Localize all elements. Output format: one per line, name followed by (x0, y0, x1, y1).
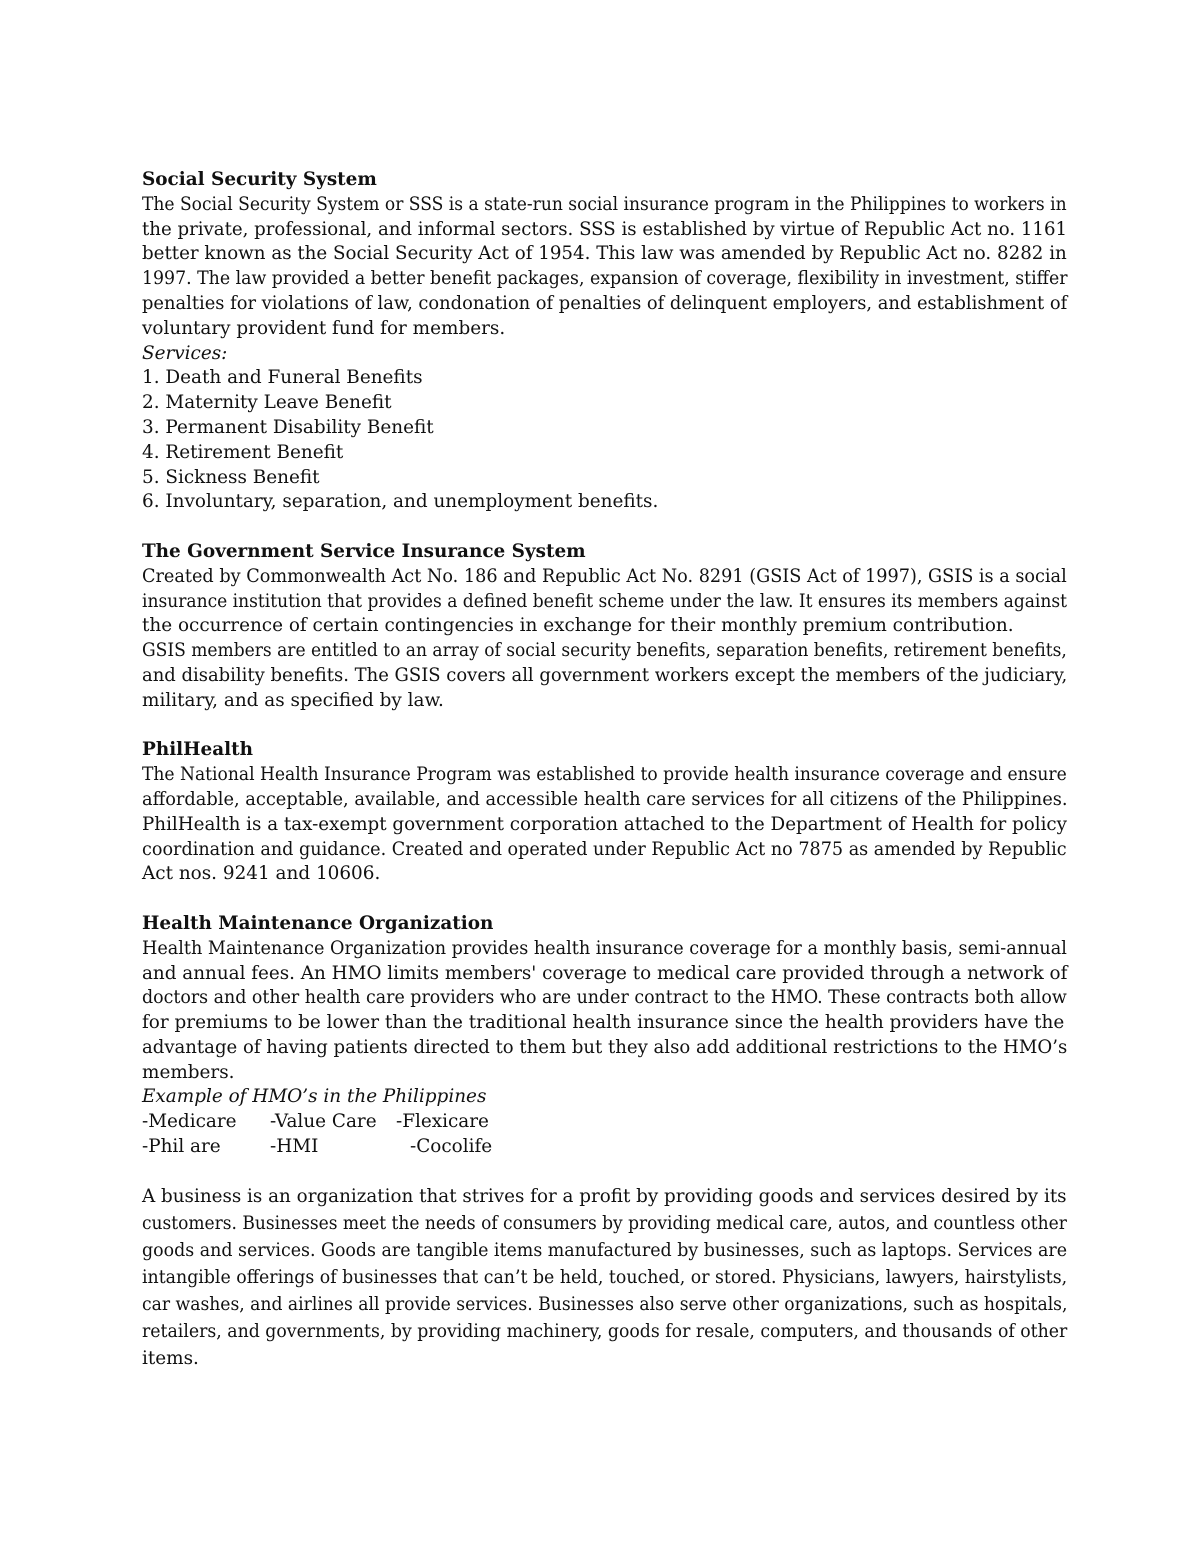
gsis-para-line: and disability benefits. The GSIS covers all government workers except the members of the judiciary, (142, 664, 1068, 686)
gsis-para-line: military, and as specified by law. (142, 689, 444, 711)
sss-heading: Social Security System (142, 169, 377, 190)
philhealth-para-line: PhilHealth is a tax-exempt government corporation attached to the Department of Health for policy (142, 813, 1067, 835)
hmo-example: -HMI (270, 1136, 319, 1158)
philhealth-para-line: affordable, acceptable, available, and accessible health care services for all citizens of the Philippines. (142, 788, 1068, 810)
paragraph-gap (142, 515, 1067, 540)
sss-para-line: the private, professional, and informal sectors. SSS is established by virtue of Republic Act no. 1161 (142, 218, 1068, 240)
sss-service-item: 3. Permanent Disability Benefit (142, 416, 434, 438)
hmo-example: -Value Care (270, 1111, 377, 1133)
sss-para-line: better known as the Social Security Act of 1954. This law was amended by Republic Act no. 8282 in (142, 243, 1067, 265)
philhealth-para-line: coordination and guidance. Created and operated under Republic Act no 7875 as amended by Republic (142, 838, 1067, 860)
philhealth-para-line: The National Health Insurance Program was established to provide health insurance coverage and ensure (142, 764, 1067, 786)
hmo-example: -Phil are (142, 1136, 221, 1158)
business-para-line: intangible offerings of businesses that can’t be held, touched, or stored. Physicians, lawyers, hairstylists, (142, 1266, 1068, 1288)
hmo-example: -Medicare (142, 1111, 237, 1133)
business-para-line: customers. Businesses meet the needs of consumers by providing medical care, autos, and countless other (142, 1212, 1067, 1234)
business-para-line: retailers, and governments, by providing machinery, goods for resale, computers, and thousands of other (142, 1320, 1068, 1342)
gsis-para-line: insurance institution that provides a defined benefit scheme under the law. It ensures its members against (142, 590, 1068, 612)
hmo-heading: Health Maintenance Organization (142, 912, 494, 934)
hmo-para-line: Health Maintenance Organization provides health insurance coverage for a monthly basis, semi-annual (142, 937, 1067, 959)
hmo-examples-row (142, 1135, 1067, 1160)
philhealth-para-line: Act nos. 9241 and 10606. (142, 863, 381, 885)
sss-service-item: 4. Retirement Benefit (142, 441, 344, 463)
hmo-para-line: for premiums to be lower than the traditional health insurance since the health providers have the (142, 1012, 1065, 1034)
sss-service-item: 2. Maternity Leave Benefit (142, 392, 392, 414)
sss-para-line: voluntary provident fund for members. (142, 317, 506, 339)
hmo-para-line: doctors and other health care providers who are under contract to the HMO. These contracts both allow (142, 987, 1067, 1009)
gsis-para-line: Created by Commonwealth Act No. 186 and Republic Act No. 8291 (GSIS Act of 1997), GSIS is a social (142, 565, 1067, 587)
hmo-para-line: and annual fees. An HMO limits members' coverage to medical care provided through a network of (142, 962, 1068, 984)
document-body (142, 168, 1067, 1374)
business-para-line: A business is an organization that strives for a profit by providing goods and services desired by its (142, 1185, 1067, 1207)
philhealth-heading: PhilHealth (142, 739, 254, 761)
sss-service-item: 6. Involuntary, separation, and unemployment benefits. (142, 491, 659, 513)
hmo-examples-label: Example of HMO’s in the Philippines (142, 1086, 487, 1108)
business-para-line: car washes, and airlines all provide services. Businesses also serve other organizations, such as hospitals, (142, 1293, 1068, 1315)
sss-para-line: penalties for violations of law, condonation of penalties of delinquent employers, and establishment of (142, 292, 1068, 314)
hmo-examples-row (142, 1110, 1067, 1135)
hmo-example: -Cocolife (410, 1136, 493, 1158)
paragraph-gap (142, 887, 1067, 912)
paragraph-gap (142, 1160, 1067, 1185)
sss-service-item: 5. Sickness Benefit (142, 466, 320, 488)
business-para-line: items. (142, 1347, 199, 1369)
gsis-para-line: the occurrence of certain contingencies in exchange for their monthly premium contribution. (142, 615, 1014, 637)
sss-services-label: Services: (142, 342, 228, 364)
gsis-heading: The Government Service Insurance System (142, 540, 586, 562)
sss-service-item: 1. Death and Funeral Benefits (142, 367, 423, 389)
business-para-line: goods and services. Goods are tangible items manufactured by businesses, such as laptops. Services are (142, 1239, 1068, 1261)
hmo-para-line: advantage of having patients directed to them but they also add additional restrictions to the HMO’s (142, 1036, 1068, 1058)
sss-para-line: 1997. The law provided a better benefit packages, expansion of coverage, flexibility in investment, stiffer (142, 268, 1068, 290)
paragraph-gap (142, 714, 1067, 739)
sss-para-line: The Social Security System or SSS is a state-run social insurance program in the Philippines to workers in (142, 193, 1067, 215)
gsis-para-line: GSIS members are entitled to an array of social security benefits, separation benefits, retirement benefits, (142, 640, 1067, 662)
hmo-example: -Flexicare (396, 1111, 489, 1133)
hmo-para-line: members. (142, 1061, 235, 1083)
